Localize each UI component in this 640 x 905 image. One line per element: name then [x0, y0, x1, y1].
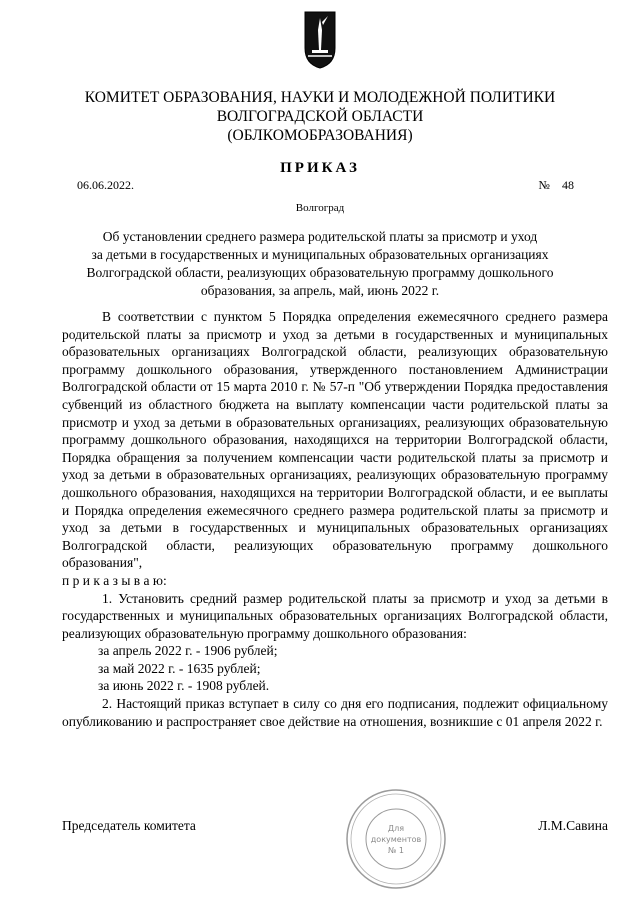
amount-may: за май 2022 г. - 1635 рублей; [98, 660, 261, 676]
amount-june: за июнь 2022 г. - 1908 рублей. [98, 678, 270, 694]
subject-line: образования, за апрель, май, июнь 2022 г. [200, 283, 440, 298]
stamp-inner-line-3: № 1 [388, 846, 404, 855]
number-sign: № [538, 178, 550, 192]
official-stamp [344, 787, 448, 891]
city: Волгоград [295, 202, 345, 214]
header-line-2: ВОЛГОГРАДСКОЙ ОБЛАСТИ [216, 108, 424, 125]
coat-of-arms-emblem [302, 10, 338, 70]
header-line-1: КОМИТЕТ ОБРАЗОВАНИЯ, НАУКИ И МОЛОДЕЖНОЙ ПОЛИТИКИ [84, 89, 556, 106]
document-title: ПРИКАЗ [280, 160, 360, 176]
preamble-paragraph: В соответствии с пунктом 5 Порядка определения ежемесячного среднего размера родительской платы за присмотр и уход за детьми в государственных и муниципальных образовательных организациях Волгоградской области, реализующих образовательную программу дошкольного образования, утвержденного постановлением Администрации Волгоградской области от 15 марта 2010 г. № 57-п "Об утверждении Порядка предоставления субвенций из областного бюджета на выплату компенсации части родительской платы за присмотр и уход за детьми в образовательных организациях, реализующих образовательную программу дошкольного образования, находящихся на территории Волгоградской области, Порядка обращения за получением компенсации части родительской платы за присмотр и уход за детьми в образовательных организациях, реализующих образовательную программу дошкольного образования, находящихся на территории Волгоградской области, и ее выплаты и Порядка определения ежемесячного среднего размера родительской платы за присмотр и уход за детьми в государственных и муниципальных образовательных организациях Волгоградской области, реализующих образовательную программу дошкольного образования", [62, 309, 608, 571]
item-2-paragraph: 2. Настоящий приказ вступает в силу со дня его подписания, подлежит официальному опубликованию и распространяет свое действие на отношения, возникшие с 01 апреля 2022 г. [62, 696, 608, 729]
order-word: п р и к а з ы в а ю: [62, 572, 167, 588]
stamp-inner-line-1: Для [387, 824, 405, 833]
signatory-name: Л.М.Савина [538, 818, 608, 833]
order-date: 06.06.2022. [77, 178, 134, 192]
item-1-paragraph: 1. Установить средний размер родительской платы за присмотр и уход за детьми в государственных и муниципальных образовательных организациях Волгоградской области, реализующих образовательную программу дошкольного образования: [62, 590, 608, 641]
order-number [539, 178, 574, 193]
amount-april: за апрель 2022 г. - 1906 рублей; [98, 643, 278, 659]
signatory-position: Председатель комитета [62, 818, 196, 833]
number-value: 48 [562, 178, 574, 192]
subject-line: Волгоградской области, реализующих образовательную программу дошкольного [86, 265, 554, 280]
stamp-inner-line-2: документов [370, 835, 422, 844]
subject-line: за детьми в государственных и муниципальных образовательных организациях [91, 247, 549, 262]
order-body [62, 308, 608, 730]
organization-header [0, 88, 640, 145]
header-line-3: (ОБЛКОМОБРАЗОВАНИЯ) [227, 127, 413, 144]
order-subject [60, 228, 580, 300]
subject-line: Об установлении среднего размера родительской платы за присмотр и уход [102, 229, 538, 244]
